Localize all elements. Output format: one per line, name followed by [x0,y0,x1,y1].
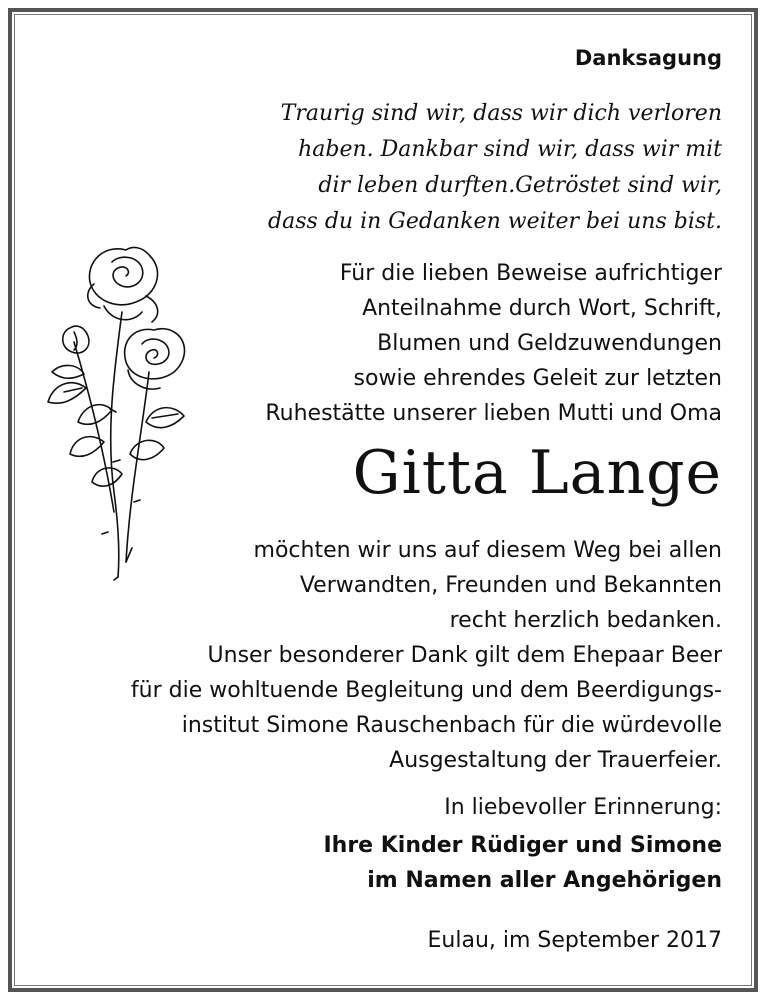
thanks-body-line: möchten wir uns auf diesem Weg bei allen [253,538,722,563]
thanks-body-line: institut Simone Rauschenbach für die würdevolle [181,713,722,738]
poem-line: dir leben durften.Getröstet sind wir, [318,173,722,198]
poem-line: dass du in Gedanken weiter bei uns bist. [268,209,722,234]
rose-illustration [34,232,194,582]
place-date: Eulau, im September 2017 [427,928,722,953]
thanks-body [131,533,722,778]
closing-phrase: In liebevoller Erinnerung: [444,795,722,820]
poem-line: Traurig sind wir, dass wir dich verloren [280,101,722,126]
poem [268,96,722,240]
thanks-body-line: Ausgestaltung der Trauerfeier. [389,748,722,773]
signers [323,828,722,898]
thanks-body-line: Verwandten, Freunden und Bekannten [299,573,722,598]
poem-line: haben. Dankbar sind wir, dass wir mit [298,137,722,162]
thanks-intro-line: sowie ehrendes Geleit zur letzten [353,366,722,391]
thanks-intro [265,256,722,431]
thanks-body-line: für die wohltuende Begleitung und dem Beerdigungs- [130,678,722,703]
thanks-intro-line: Ruhestätte unserer lieben Mutti und Oma [265,401,722,426]
thanks-body-line: Unser besonderer Dank gilt dem Ehepaar Beer [207,643,722,668]
deceased-name: Gitta Lange [352,438,722,508]
thanks-body-line: recht herzlich bedanken. [449,608,722,633]
signer-line: im Namen aller Angehörigen [367,868,722,893]
signer-line: Ihre Kinder Rüdiger und Simone [323,833,722,858]
notice-title: Danksagung [574,46,722,70]
thanks-intro-line: Für die lieben Beweise aufrichtiger [339,261,722,286]
thanks-intro-line: Anteilnahme durch Wort, Schrift, [362,296,722,321]
thanks-intro-line: Blumen und Geldzuwendungen [377,331,722,356]
